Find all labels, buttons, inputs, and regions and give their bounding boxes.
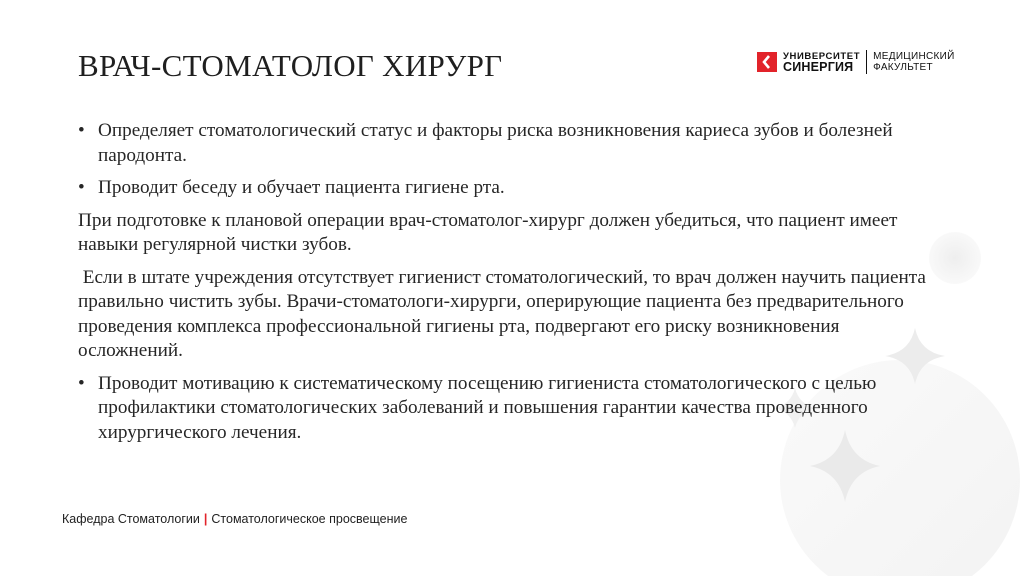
- footer-subtitle: Стоматологическое просвещение: [211, 512, 408, 526]
- footer-separator: |: [203, 512, 208, 526]
- slide-footer: [62, 512, 407, 526]
- bullet-dot: •: [78, 120, 85, 141]
- paragraph: Если в штате учреждения отсутствует гигиенист стоматологический, то врач должен научить пациента правильно чистить зубы. Врачи-стоматологи-хирурги, оперирующие пациента без предварительного проведения комплекса профессиональной гигиены рта, подвергают его риску возникновения осложнений.: [78, 266, 931, 361]
- logo-divider: [866, 50, 867, 74]
- bullet-dot: •: [78, 177, 85, 198]
- bullet-dot: •: [78, 372, 85, 394]
- footer-department: Кафедра Стоматологии: [62, 512, 200, 526]
- paragraph: При подготовке к плановой операции врач-стоматолог-хирург должен убедиться, что пациент имеет навыки регулярной чистки зубов.: [78, 209, 898, 255]
- bullet-item: [78, 119, 948, 168]
- bullet-item: [78, 372, 948, 446]
- synergy-logo-mark-icon: [757, 52, 777, 72]
- bullet-text: Проводит мотивацию к систематическому посещению гигиениста стоматологического с целью профилактики стоматологических заболеваний и повышения гарантии качества проведенного хирургического лечения.: [98, 372, 877, 443]
- logo-faculty-line1: МЕДИЦИНСКИЙ: [873, 51, 955, 62]
- bullet-item: [78, 176, 948, 201]
- slide-title: ВРАЧ-СТОМАТОЛОГ ХИРУРГ: [78, 48, 503, 83]
- logo-line1: УНИВЕРСИТЕТ: [783, 51, 861, 62]
- logo-line2: СИНЕРГИЯ: [783, 60, 854, 74]
- university-logo: [757, 49, 955, 75]
- logo-university-name: [783, 52, 860, 72]
- bullet-text: Определяет стоматологический статус и факторы риска возникновения кариеса зубов и болезней пародонта.: [98, 120, 893, 166]
- bullet-text: Проводит беседу и обучает пациента гигиене рта.: [98, 177, 505, 198]
- slide-body: [78, 119, 948, 453]
- logo-faculty: [873, 51, 955, 73]
- logo-faculty-line2: ФАКУЛЬТЕТ: [873, 62, 933, 73]
